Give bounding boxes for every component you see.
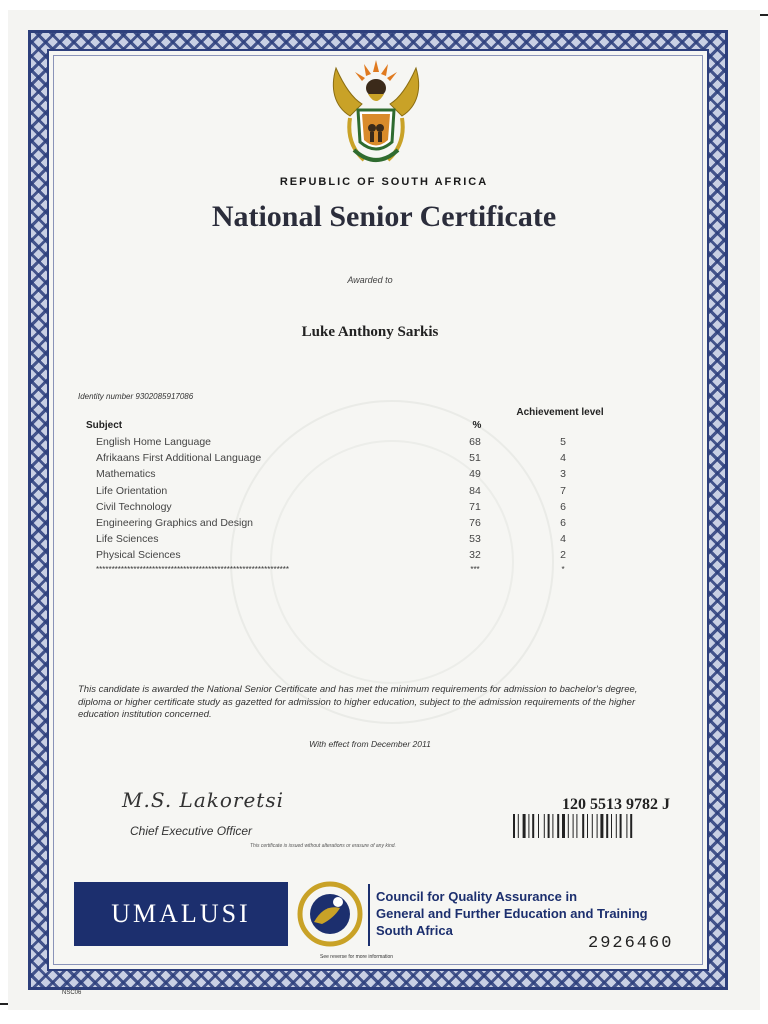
- table-row: [96, 436, 616, 452]
- council-line-1: Council for Quality Assurance in: [376, 889, 578, 904]
- umalusi-logo-icon: [294, 878, 364, 950]
- level-cell: 2: [560, 549, 566, 562]
- award-statement: This candidate is awarded the National Senior Certificate and has met the minimum requirements for admission to bachelor's degree, diploma or higher certificate study as gazetted for admission to higher education, subject to the admission requirements of the higher education institution concerned.: [78, 684, 638, 720]
- end-marker-level: *: [561, 565, 565, 574]
- end-marker-subject: **************************************************************: [96, 565, 290, 574]
- level-cell: 4: [560, 452, 566, 465]
- awarded-to-label: Awarded to: [347, 275, 393, 285]
- certificate-title: National Senior Certificate: [211, 200, 557, 233]
- percent-cell: 51: [469, 452, 481, 465]
- percent-cell: 32: [469, 549, 481, 562]
- certificate-number: 120 5513 9782 J: [562, 796, 670, 813]
- table-row: [96, 468, 616, 484]
- level-cell: 5: [560, 436, 566, 448]
- umalusi-wordmark: UMALUSI: [111, 899, 251, 928]
- percent-cell: 84: [469, 484, 481, 497]
- form-code: NSC06: [62, 990, 82, 996]
- fine-print: This certificate is issued without alterations or erasure of any kind.: [250, 843, 396, 849]
- level-cell: 4: [560, 533, 566, 546]
- level-cell: 6: [560, 500, 566, 513]
- table-row: [96, 485, 616, 501]
- table-end-marker: [96, 565, 616, 577]
- effective-date: With effect from December 2011: [309, 739, 431, 749]
- see-reverse-note: See reverse for more information: [320, 954, 394, 960]
- subject-cell: Physical Sciences: [96, 549, 181, 562]
- percent-cell: 68: [469, 436, 481, 448]
- table-row: [96, 549, 616, 565]
- table-row: [96, 501, 616, 517]
- coat-of-arms-icon: [328, 58, 424, 170]
- percent-header: %: [472, 420, 482, 431]
- council-line-3: South Africa: [376, 923, 453, 938]
- subject-cell: Afrikaans First Additional Language: [96, 452, 262, 465]
- subject-cell: Life Orientation: [96, 484, 168, 497]
- subject-cell: Life Sciences: [96, 533, 159, 546]
- barcode: [512, 814, 662, 838]
- subject-header: Subject: [86, 420, 123, 431]
- subject-cell: Mathematics: [96, 468, 156, 481]
- percent-cell: 49: [469, 468, 481, 481]
- percent-cell: 76: [469, 516, 481, 529]
- serial-number: 2926460: [588, 934, 674, 953]
- percent-cell: 71: [469, 500, 481, 513]
- council-line-2: General and Further Education and Training: [376, 906, 648, 921]
- country-heading: REPUBLIC OF SOUTH AFRICA: [279, 176, 489, 188]
- table-row: [96, 517, 616, 533]
- scan-edge-mark-left: [0, 1003, 8, 1005]
- table-row: [96, 533, 616, 549]
- divider: [368, 884, 370, 946]
- end-marker-percent: ***: [470, 565, 480, 574]
- signatory-title: Chief Executive Officer: [130, 824, 253, 838]
- level-cell: 6: [560, 516, 566, 529]
- results-table: [96, 436, 616, 566]
- achievement-level-header: Achievement level: [516, 407, 604, 418]
- ceo-signature: M.S. Lakoretsi: [122, 788, 284, 812]
- umalusi-brand-box: [74, 882, 288, 946]
- identity-number: Identity number 9302085917086: [78, 392, 194, 401]
- percent-cell: 53: [469, 533, 481, 546]
- subject-cell: English Home Language: [96, 436, 211, 448]
- level-cell: 7: [560, 484, 566, 497]
- subject-cell: Civil Technology: [96, 500, 172, 513]
- council-name: [376, 888, 648, 939]
- table-row: [96, 452, 616, 468]
- subject-cell: Engineering Graphics and Design: [96, 516, 254, 529]
- candidate-name: Luke Anthony Sarkis: [301, 324, 439, 340]
- level-cell: 3: [560, 468, 566, 481]
